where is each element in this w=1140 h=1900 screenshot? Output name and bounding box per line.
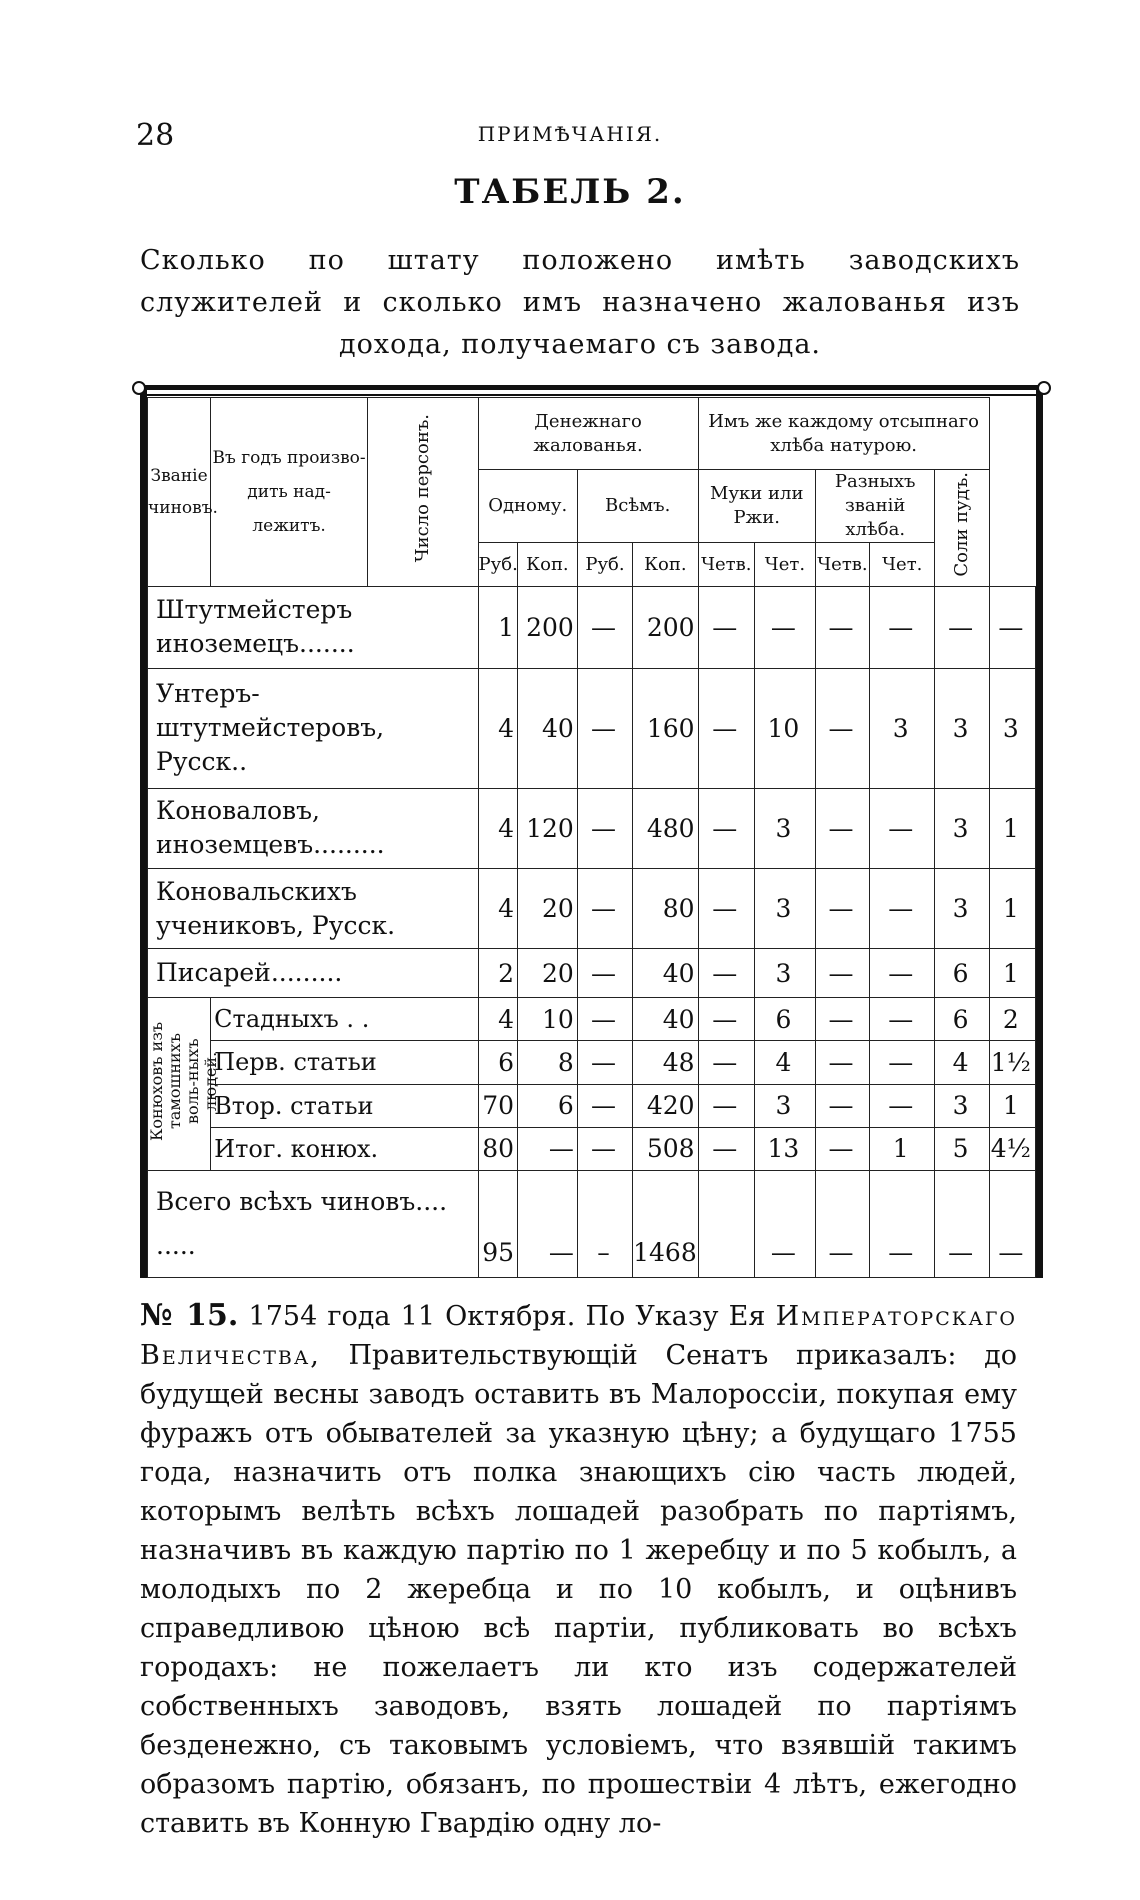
- cell-chetv1: —: [754, 587, 815, 669]
- table-row-total: [148, 1170, 1036, 1277]
- cell-chetv1: 6: [754, 998, 815, 1041]
- row-title: Итог. конюх.: [211, 1127, 478, 1170]
- cell-chet1: —: [815, 1084, 869, 1127]
- cell-chetv1: 13: [754, 1127, 815, 1170]
- cell-rub2: 508: [633, 1127, 698, 1170]
- cell-salt: 1: [989, 1084, 1035, 1127]
- cell-kop2: —: [698, 1084, 754, 1127]
- header-chetv2: Четв.: [815, 543, 869, 587]
- header-salt-label: Соли пудъ.: [951, 472, 973, 577]
- cell-chet1: —: [815, 949, 869, 998]
- cell-chet2: 3: [935, 868, 989, 948]
- cell-persons: 4: [478, 668, 517, 788]
- cell-rub1: 10: [518, 998, 578, 1041]
- entry-date: 1754 года 11 Октября.: [248, 1301, 576, 1332]
- cell-kop1: —: [577, 1127, 632, 1170]
- cell-kop2: —: [698, 788, 754, 868]
- cell-chet1: —: [815, 788, 869, 868]
- header-kop1: Коп.: [518, 543, 578, 587]
- row-title: Писарей.........: [148, 949, 479, 998]
- group-label-cell: [147, 998, 220, 1170]
- header-salt: [935, 470, 989, 587]
- cell-chetv2: —: [870, 1041, 935, 1084]
- cell-salt: 2: [989, 998, 1035, 1041]
- entry-body: Правительствующій Сенатъ приказалъ: до будущей весны заводъ оставить въ Малороссіи, покупая ему фуражъ отъ обывателей за указную цѣну; а будущаго 1755 года, назначить отъ полка знающихъ сію часть людей, которымъ велѣть всѣхъ лошадей разобрать по партіямъ, назначивъ въ каждую партію по 1 жеребцу и по 5 кобылъ, а молодыхъ по 2 жеребца и по 10 кобылъ, и оцѣнивъ справедливою цѣною всѣ партіи, публиковать во всѣхъ городахъ: не пожелаетъ ли кто изъ содержателей собственныхъ заводовъ, взять лошадей по партіямъ безденежно, съ таковымъ условіемъ, что взявшій такимъ образомъ партію, обязанъ, по прошествіи 4 лѣтъ, ежегодно ставить въ Конную Гвардію одну ло-: [140, 1340, 1017, 1839]
- row-title: Втор. статьи: [211, 1084, 478, 1127]
- cell-salt: 1½: [989, 1041, 1035, 1084]
- cell-persons: 95: [478, 1170, 517, 1277]
- header-kop2: Коп.: [633, 543, 698, 587]
- header-persons: [367, 398, 478, 587]
- row-title: Коноваловъ, иноземцевъ.........: [148, 788, 479, 868]
- table-row: [148, 788, 1036, 868]
- frame-rule-top: [140, 385, 1043, 390]
- cell-kop1: —: [577, 998, 632, 1041]
- row-title: Унтеръ-штутмейстеровъ, Русск..: [148, 668, 479, 788]
- group-label: Конюховъ изъ тамошнихъ воль-ныхъ людей.: [147, 1021, 220, 1141]
- cell-kop1: —: [577, 788, 632, 868]
- cell-rub1: 6: [518, 1084, 578, 1127]
- cell-rub2: 200: [633, 587, 698, 669]
- cell-rub1: —: [518, 1170, 578, 1277]
- table-row: [148, 949, 1036, 998]
- running-head: ПРИМѢЧАНІЯ.: [477, 122, 663, 146]
- header-chet1: Чет.: [754, 543, 815, 587]
- cell-chet1: —: [815, 1127, 869, 1170]
- cell-kop2: —: [698, 668, 754, 788]
- cell-kop2: [698, 1170, 754, 1277]
- cell-chetv1: 10: [754, 668, 815, 788]
- table-caption: Сколько по штату положено имѣть заводскихъ служителей и сколько имъ назначено жалованья изъ дохода, получаемаго съ завода.: [140, 245, 1020, 360]
- header-grain: Имъ же каждому отсыпнаго хлѣба натурою.: [698, 398, 989, 470]
- header-flour: Муки или Ржи.: [698, 470, 815, 543]
- cell-persons: 70: [478, 1084, 517, 1127]
- staff-salary-table: [147, 397, 1036, 1278]
- cell-persons: 4: [478, 998, 517, 1041]
- cell-kop2: —: [698, 949, 754, 998]
- cell-chetv1: 3: [754, 949, 815, 998]
- cell-kop1: —: [577, 1084, 632, 1127]
- cell-salt: 1: [989, 788, 1035, 868]
- table-row: [148, 587, 1036, 669]
- cell-rub2: 480: [633, 788, 698, 868]
- table-row: [148, 668, 1036, 788]
- cell-chet2: —: [935, 1170, 989, 1277]
- cell-chet2: 3: [935, 668, 989, 788]
- cell-chetv2: —: [870, 1084, 935, 1127]
- table-title: ТАБЕЛЬ 2.: [454, 172, 686, 212]
- cell-chetv2: —: [870, 587, 935, 669]
- cell-chetv2: —: [870, 1170, 935, 1277]
- cell-salt: —: [989, 587, 1035, 669]
- cell-chet1: —: [815, 868, 869, 948]
- cell-chetv1: 3: [754, 868, 815, 948]
- cell-persons: 4: [478, 788, 517, 868]
- table-row: [148, 998, 1036, 1041]
- cell-chetv2: —: [870, 998, 935, 1041]
- cell-chet1: —: [815, 1041, 869, 1084]
- cell-kop1: —: [577, 668, 632, 788]
- cell-kop2: —: [698, 998, 754, 1041]
- cell-kop2: —: [698, 587, 754, 669]
- cell-persons: 80: [478, 1127, 517, 1170]
- cell-rub1: 20: [518, 868, 578, 948]
- cell-rub1: 40: [518, 668, 578, 788]
- table-row: [148, 1041, 1036, 1084]
- cell-kop2: —: [698, 868, 754, 948]
- cell-chet2: 3: [935, 1084, 989, 1127]
- cell-chetv1: 3: [754, 788, 815, 868]
- frame-rule-top-thin: [140, 394, 1043, 396]
- cell-chet1: —: [815, 998, 869, 1041]
- cell-rub2: 1468: [633, 1170, 698, 1277]
- cell-chetv2: —: [870, 949, 935, 998]
- row-title: Стадныхъ . .: [211, 998, 478, 1041]
- header-all: Всѣмъ.: [577, 470, 698, 543]
- cell-chet1: —: [815, 668, 869, 788]
- cell-chetv1: 3: [754, 1084, 815, 1127]
- cell-rub2: 40: [633, 998, 698, 1041]
- cell-chetv2: —: [870, 788, 935, 868]
- frame-rule-left: [140, 385, 147, 1278]
- entry-lead: По Указу Ея: [585, 1301, 766, 1332]
- header-one: Одному.: [478, 470, 577, 543]
- cell-kop2: —: [698, 1041, 754, 1084]
- cell-kop1: —: [577, 1041, 632, 1084]
- table-frame: [140, 385, 1043, 1278]
- cell-chetv1: 4: [754, 1041, 815, 1084]
- header-rank: Званіе чиновъ.: [148, 398, 211, 587]
- cell-chet2: —: [935, 587, 989, 669]
- cell-rub1: 8: [518, 1041, 578, 1084]
- header-money: Денежнаго жалованья.: [478, 398, 698, 470]
- cell-salt: 3: [989, 668, 1035, 788]
- cell-chetv2: —: [870, 868, 935, 948]
- cell-chet1: —: [815, 1170, 869, 1277]
- cell-chetv2: 1: [870, 1127, 935, 1170]
- cell-kop1: —: [577, 868, 632, 948]
- cell-chet2: 5: [935, 1127, 989, 1170]
- cell-persons: 4: [478, 868, 517, 948]
- table-row: [148, 1127, 1036, 1170]
- cell-rub2: 80: [633, 868, 698, 948]
- header-persons-label: Число персонъ.: [411, 414, 433, 563]
- header-year: Въ годъ произво- дить над- лежитъ.: [211, 398, 368, 587]
- cell-persons: 6: [478, 1041, 517, 1084]
- header-chetv1: Четв.: [698, 543, 754, 587]
- cell-rub2: 160: [633, 668, 698, 788]
- cell-kop1: –: [577, 1170, 632, 1277]
- cell-chetv1: —: [754, 1170, 815, 1277]
- cell-salt: 1: [989, 868, 1035, 948]
- page-number: 28: [136, 118, 175, 153]
- frame-ornament-left: [132, 381, 146, 395]
- row-title: Всего всѣхъ чиновъ.... .....: [148, 1170, 479, 1277]
- row-title: Перв. статьи: [211, 1041, 478, 1084]
- frame-rule-right: [1036, 385, 1043, 1278]
- cell-salt: 4½: [989, 1127, 1035, 1170]
- frame-ornament-right: [1037, 381, 1051, 395]
- header-other: Разныхъ званій хлѣба.: [815, 470, 935, 543]
- cell-rub1: —: [518, 1127, 578, 1170]
- entry-paragraph: [140, 1296, 1017, 1843]
- table-body: [148, 587, 1036, 1278]
- header-chet2: Чет.: [870, 543, 935, 587]
- cell-chet2: 4: [935, 1041, 989, 1084]
- cell-persons: 1: [478, 587, 517, 669]
- table-row: [148, 1084, 1036, 1127]
- cell-chet2: 6: [935, 998, 989, 1041]
- cell-persons: 2: [478, 949, 517, 998]
- cell-kop2: —: [698, 1127, 754, 1170]
- cell-rub1: 20: [518, 949, 578, 998]
- header-rub2: Руб.: [577, 543, 632, 587]
- cell-kop1: —: [577, 587, 632, 669]
- table-row: [148, 868, 1036, 948]
- entry-number: № 15.: [140, 1298, 239, 1333]
- entry-text: [140, 1296, 1017, 1843]
- cell-rub2: 48: [633, 1041, 698, 1084]
- cell-rub2: 420: [633, 1084, 698, 1127]
- cell-chet2: 3: [935, 788, 989, 868]
- cell-chet2: 6: [935, 949, 989, 998]
- row-title: Коновальскихъ учениковъ, Русск.: [148, 868, 479, 948]
- cell-rub1: 120: [518, 788, 578, 868]
- cell-chetv2: 3: [870, 668, 935, 788]
- entry-title: Императорскаго Величества,: [140, 1301, 1017, 1371]
- cell-salt: —: [989, 1170, 1035, 1277]
- cell-chet1: —: [815, 587, 869, 669]
- cell-rub1: 200: [518, 587, 578, 669]
- cell-salt: 1: [989, 949, 1035, 998]
- header-rub1: Руб.: [478, 543, 517, 587]
- row-title: Штутмейстеръ иноземецъ.......: [148, 587, 479, 669]
- cell-kop1: —: [577, 949, 632, 998]
- cell-rub2: 40: [633, 949, 698, 998]
